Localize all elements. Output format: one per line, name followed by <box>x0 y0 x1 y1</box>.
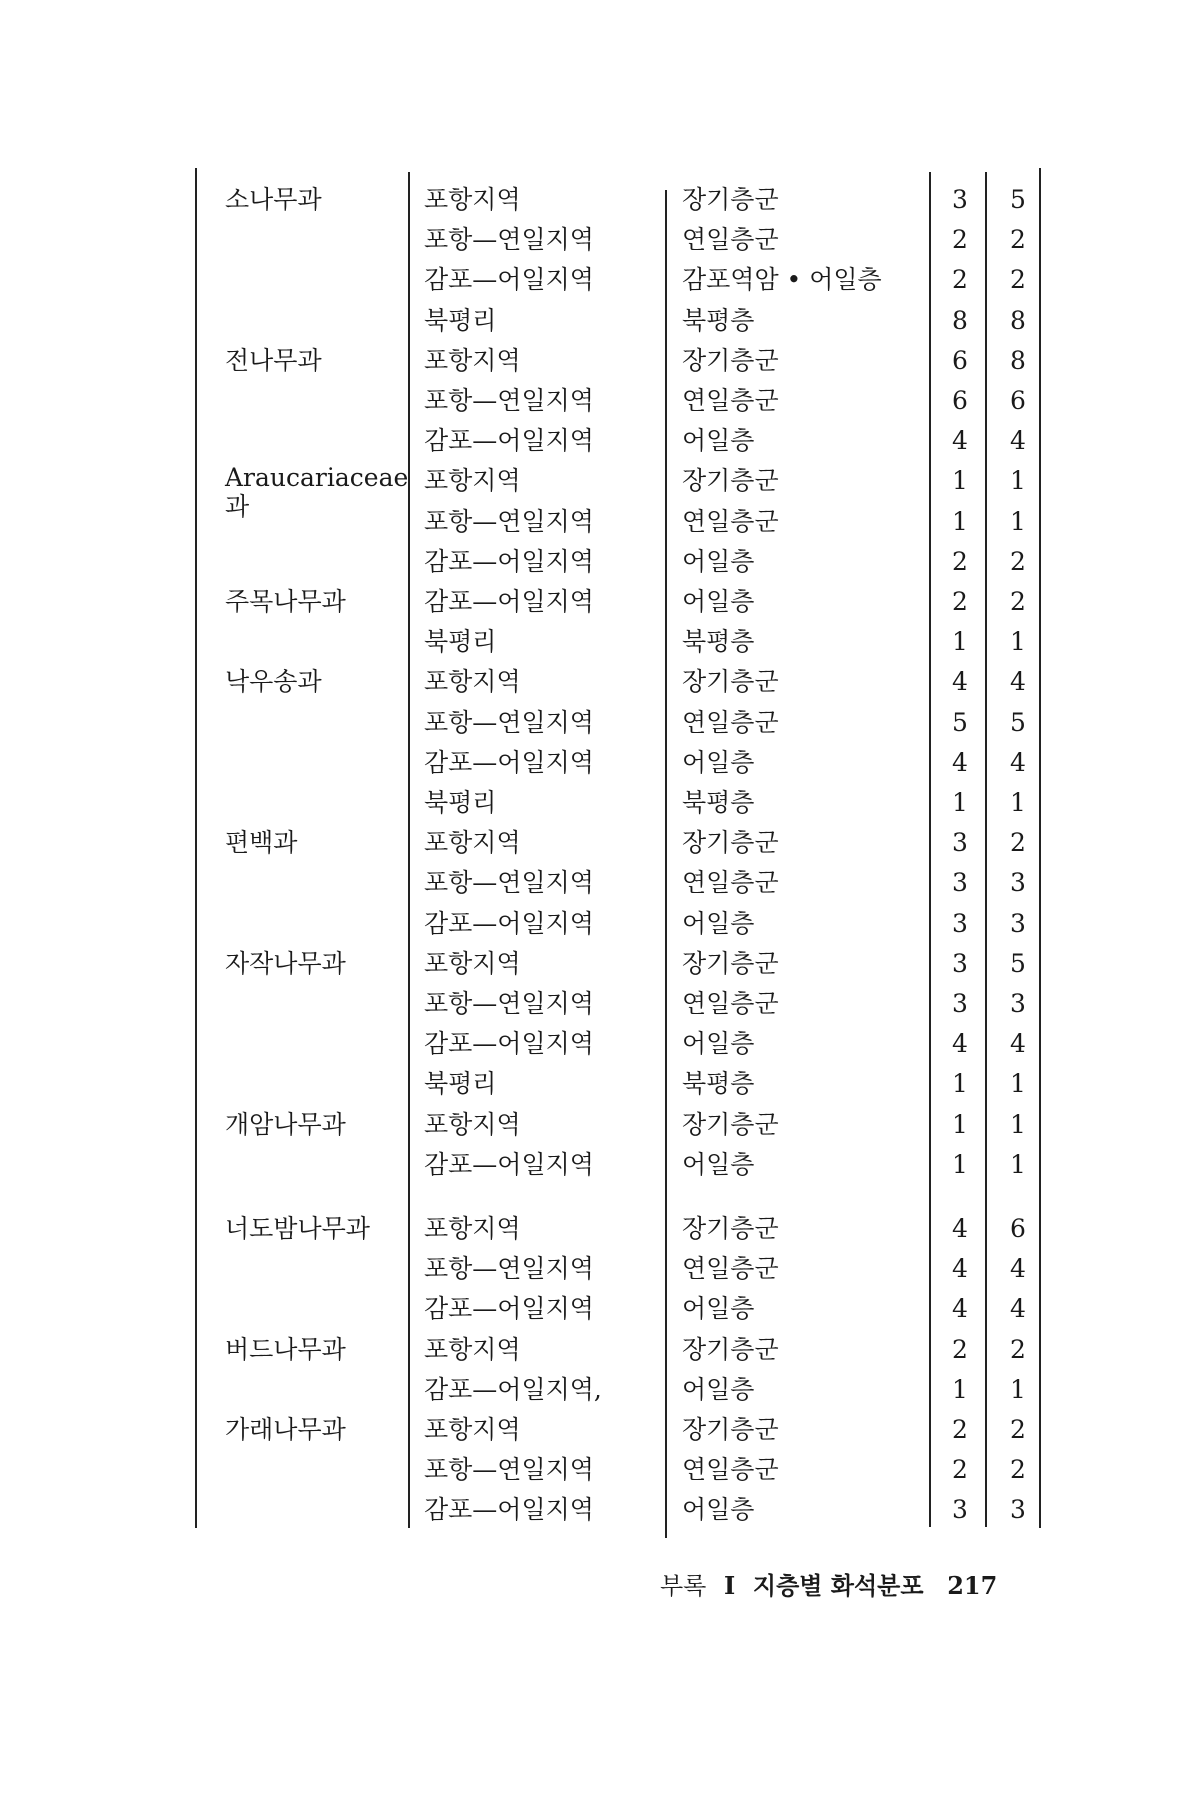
count-cell-2: 3 <box>1010 989 1026 1018</box>
strata-cell: 어일층 <box>682 909 755 938</box>
footer-numeral: I <box>724 1571 736 1600</box>
count-cell-1: 1 <box>952 466 968 495</box>
count-cell-1: 3 <box>952 909 968 938</box>
count-cell-2: 6 <box>1010 1214 1026 1243</box>
region-cell: 포항지역 <box>424 1415 521 1444</box>
strata-cell: 연일층군 <box>682 386 779 415</box>
count-cell-1: 6 <box>952 346 968 375</box>
region-cell: 감포—어일지역 <box>424 909 594 938</box>
region-cell: 포항—연일지역 <box>424 1455 594 1484</box>
strata-cell: 어일층 <box>682 1375 755 1404</box>
region-cell: 포항지역 <box>424 667 521 696</box>
table-row <box>0 260 1200 300</box>
count-cell-2: 3 <box>1010 868 1026 897</box>
count-cell-1: 1 <box>952 1110 968 1139</box>
strata-cell: 장기층군 <box>682 1335 779 1364</box>
family-cell: Araucariaceae 과 <box>225 463 409 521</box>
count-cell-2: 2 <box>1010 1335 1026 1364</box>
count-cell-1: 1 <box>952 1150 968 1179</box>
count-cell-2: 2 <box>1010 1415 1026 1444</box>
strata-cell: 어일층 <box>682 748 755 777</box>
table-row <box>0 783 1200 823</box>
region-cell: 포항—연일지역 <box>424 708 594 737</box>
count-cell-2: 2 <box>1010 225 1026 254</box>
count-cell-2: 2 <box>1010 1455 1026 1484</box>
region-cell: 감포—어일지역 <box>424 1029 594 1058</box>
region-cell: 포항—연일지역 <box>424 1254 594 1283</box>
table-row <box>0 1289 1200 1329</box>
count-cell-1: 2 <box>952 587 968 616</box>
count-cell-2: 1 <box>1010 507 1026 536</box>
family-cell: 소나무과 <box>225 185 322 214</box>
region-cell: 포항—연일지역 <box>424 989 594 1018</box>
count-cell-1: 1 <box>952 507 968 536</box>
table-row <box>0 421 1200 461</box>
count-cell-1: 5 <box>952 708 968 737</box>
strata-cell: 연일층군 <box>682 708 779 737</box>
family-cell: 편백과 <box>225 828 298 857</box>
family-cell: 너도밤나무과 <box>225 1214 370 1243</box>
table-row <box>0 823 1200 863</box>
count-cell-1: 3 <box>952 989 968 1018</box>
region-cell: 북평리 <box>424 627 497 656</box>
family-cell: 주목나무과 <box>225 587 346 616</box>
table-row <box>0 1249 1200 1289</box>
table-row <box>0 180 1200 220</box>
table-row <box>0 743 1200 783</box>
region-cell: 감포—어일지역 <box>424 426 594 455</box>
count-cell-1: 3 <box>952 949 968 978</box>
count-cell-1: 1 <box>952 1375 968 1404</box>
strata-cell: 연일층군 <box>682 1254 779 1283</box>
table-row <box>0 1410 1200 1450</box>
strata-cell: 어일층 <box>682 1294 755 1323</box>
strata-cell: 장기층군 <box>682 466 779 495</box>
count-cell-1: 2 <box>952 225 968 254</box>
count-cell-2: 1 <box>1010 1069 1026 1098</box>
footer-title: 지층별 화석분포 <box>752 1571 924 1600</box>
count-cell-2: 4 <box>1010 1294 1026 1323</box>
count-cell-2: 2 <box>1010 547 1026 576</box>
table-row <box>0 1490 1200 1530</box>
region-cell: 포항지역 <box>424 949 521 978</box>
strata-cell: 장기층군 <box>682 346 779 375</box>
strata-cell: 장기층군 <box>682 1110 779 1139</box>
region-cell: 감포—어일지역 <box>424 1294 594 1323</box>
family-cell: 낙우송과 <box>225 667 322 696</box>
count-cell-2: 1 <box>1010 627 1026 656</box>
region-cell: 포항—연일지역 <box>424 868 594 897</box>
count-cell-1: 6 <box>952 386 968 415</box>
count-cell-2: 4 <box>1010 1254 1026 1283</box>
strata-cell: 연일층군 <box>682 225 779 254</box>
count-cell-2: 5 <box>1010 708 1026 737</box>
count-cell-2: 4 <box>1010 1029 1026 1058</box>
strata-cell: 장기층군 <box>682 828 779 857</box>
strata-cell: 어일층 <box>682 547 755 576</box>
table-row <box>0 622 1200 662</box>
count-cell-1: 2 <box>952 1335 968 1364</box>
count-cell-1: 2 <box>952 547 968 576</box>
strata-cell: 어일층 <box>682 1150 755 1179</box>
table-row <box>0 582 1200 622</box>
strata-cell: 장기층군 <box>682 1214 779 1243</box>
count-cell-1: 1 <box>952 627 968 656</box>
strata-cell: 어일층 <box>682 1495 755 1524</box>
count-cell-2: 2 <box>1010 587 1026 616</box>
family-cell: 개암나무과 <box>225 1110 346 1139</box>
footer-section: 부록 <box>660 1572 707 1600</box>
strata-cell: 연일층군 <box>682 507 779 536</box>
count-cell-1: 4 <box>952 1254 968 1283</box>
count-cell-2: 2 <box>1010 828 1026 857</box>
table-row <box>0 1209 1200 1249</box>
table-row <box>0 662 1200 702</box>
strata-cell: 북평층 <box>682 788 755 817</box>
region-cell: 감포—어일지역, <box>424 1375 602 1404</box>
count-cell-2: 1 <box>1010 788 1026 817</box>
table-row <box>0 220 1200 260</box>
count-cell-2: 5 <box>1010 185 1026 214</box>
strata-cell: 어일층 <box>682 587 755 616</box>
count-cell-2: 1 <box>1010 1110 1026 1139</box>
strata-cell: 연일층군 <box>682 989 779 1018</box>
region-cell: 감포—어일지역 <box>424 587 594 616</box>
count-cell-1: 4 <box>952 1029 968 1058</box>
count-cell-2: 8 <box>1010 306 1026 335</box>
count-cell-2: 4 <box>1010 748 1026 777</box>
table-row <box>0 381 1200 421</box>
region-cell: 포항—연일지역 <box>424 386 594 415</box>
table-row <box>0 1105 1200 1145</box>
table-row <box>0 461 1200 521</box>
region-cell: 포항지역 <box>424 828 521 857</box>
strata-cell: 장기층군 <box>682 1415 779 1444</box>
table-row <box>0 984 1200 1024</box>
region-cell: 감포—어일지역 <box>424 748 594 777</box>
region-cell: 북평리 <box>424 788 497 817</box>
count-cell-1: 4 <box>952 1214 968 1243</box>
region-cell: 포항지역 <box>424 1110 521 1139</box>
table-row <box>0 502 1200 542</box>
count-cell-1: 3 <box>952 868 968 897</box>
count-cell-2: 5 <box>1010 949 1026 978</box>
strata-cell: 북평층 <box>682 627 755 656</box>
strata-cell: 장기층군 <box>682 185 779 214</box>
strata-cell: 어일층 <box>682 1029 755 1058</box>
region-cell: 북평리 <box>424 306 497 335</box>
count-cell-2: 3 <box>1010 1495 1026 1524</box>
count-cell-1: 4 <box>952 667 968 696</box>
count-cell-1: 2 <box>952 1455 968 1484</box>
count-cell-2: 1 <box>1010 466 1026 495</box>
count-cell-2: 4 <box>1010 667 1026 696</box>
table-row <box>0 944 1200 984</box>
count-cell-1: 4 <box>952 1294 968 1323</box>
region-cell: 포항지역 <box>424 1214 521 1243</box>
table-row <box>0 341 1200 381</box>
region-cell: 감포—어일지역 <box>424 547 594 576</box>
region-cell: 포항—연일지역 <box>424 507 594 536</box>
count-cell-2: 1 <box>1010 1375 1026 1404</box>
running-footer <box>660 1570 1007 1602</box>
table-row <box>0 904 1200 944</box>
table-row <box>0 863 1200 903</box>
count-cell-1: 2 <box>952 265 968 294</box>
count-cell-2: 2 <box>1010 265 1026 294</box>
strata-cell: 감포역암 • 어일층 <box>682 265 882 294</box>
table-row <box>0 542 1200 582</box>
table-row <box>0 1145 1200 1185</box>
strata-cell: 연일층군 <box>682 868 779 897</box>
count-cell-1: 1 <box>952 1069 968 1098</box>
family-cell: 버드나무과 <box>225 1335 346 1364</box>
count-cell-1: 8 <box>952 306 968 335</box>
strata-cell: 장기층군 <box>682 667 779 696</box>
region-cell: 포항지역 <box>424 185 521 214</box>
strata-cell: 어일층 <box>682 426 755 455</box>
region-cell: 감포—어일지역 <box>424 265 594 294</box>
count-cell-2: 1 <box>1010 1150 1026 1179</box>
count-cell-1: 4 <box>952 426 968 455</box>
region-cell: 포항지역 <box>424 1335 521 1364</box>
strata-cell: 북평층 <box>682 1069 755 1098</box>
count-cell-2: 3 <box>1010 909 1026 938</box>
count-cell-1: 4 <box>952 748 968 777</box>
count-cell-1: 3 <box>952 828 968 857</box>
count-cell-1: 2 <box>952 1415 968 1444</box>
family-cell: 자작나무과 <box>225 949 346 978</box>
table-row <box>0 1064 1200 1104</box>
region-cell: 포항지역 <box>424 346 521 375</box>
strata-cell: 북평층 <box>682 306 755 335</box>
table-row <box>0 1024 1200 1064</box>
family-cell: 전나무과 <box>225 346 322 375</box>
count-cell-1: 3 <box>952 1495 968 1524</box>
family-cell: 가래나무과 <box>225 1415 346 1444</box>
page-number: 217 <box>947 1571 998 1600</box>
strata-cell: 연일층군 <box>682 1455 779 1484</box>
strata-cell: 장기층군 <box>682 949 779 978</box>
count-cell-1: 3 <box>952 185 968 214</box>
count-cell-2: 8 <box>1010 346 1026 375</box>
count-cell-2: 6 <box>1010 386 1026 415</box>
region-cell: 포항지역 <box>424 466 521 495</box>
region-cell: 감포—어일지역 <box>424 1495 594 1524</box>
count-cell-2: 4 <box>1010 426 1026 455</box>
table-row <box>0 1450 1200 1490</box>
count-cell-1: 1 <box>952 788 968 817</box>
region-cell: 감포—어일지역 <box>424 1150 594 1179</box>
table-row <box>0 703 1200 743</box>
table-row <box>0 1330 1200 1370</box>
region-cell: 북평리 <box>424 1069 497 1098</box>
table-row <box>0 1370 1200 1410</box>
table-row <box>0 301 1200 341</box>
region-cell: 포항—연일지역 <box>424 225 594 254</box>
